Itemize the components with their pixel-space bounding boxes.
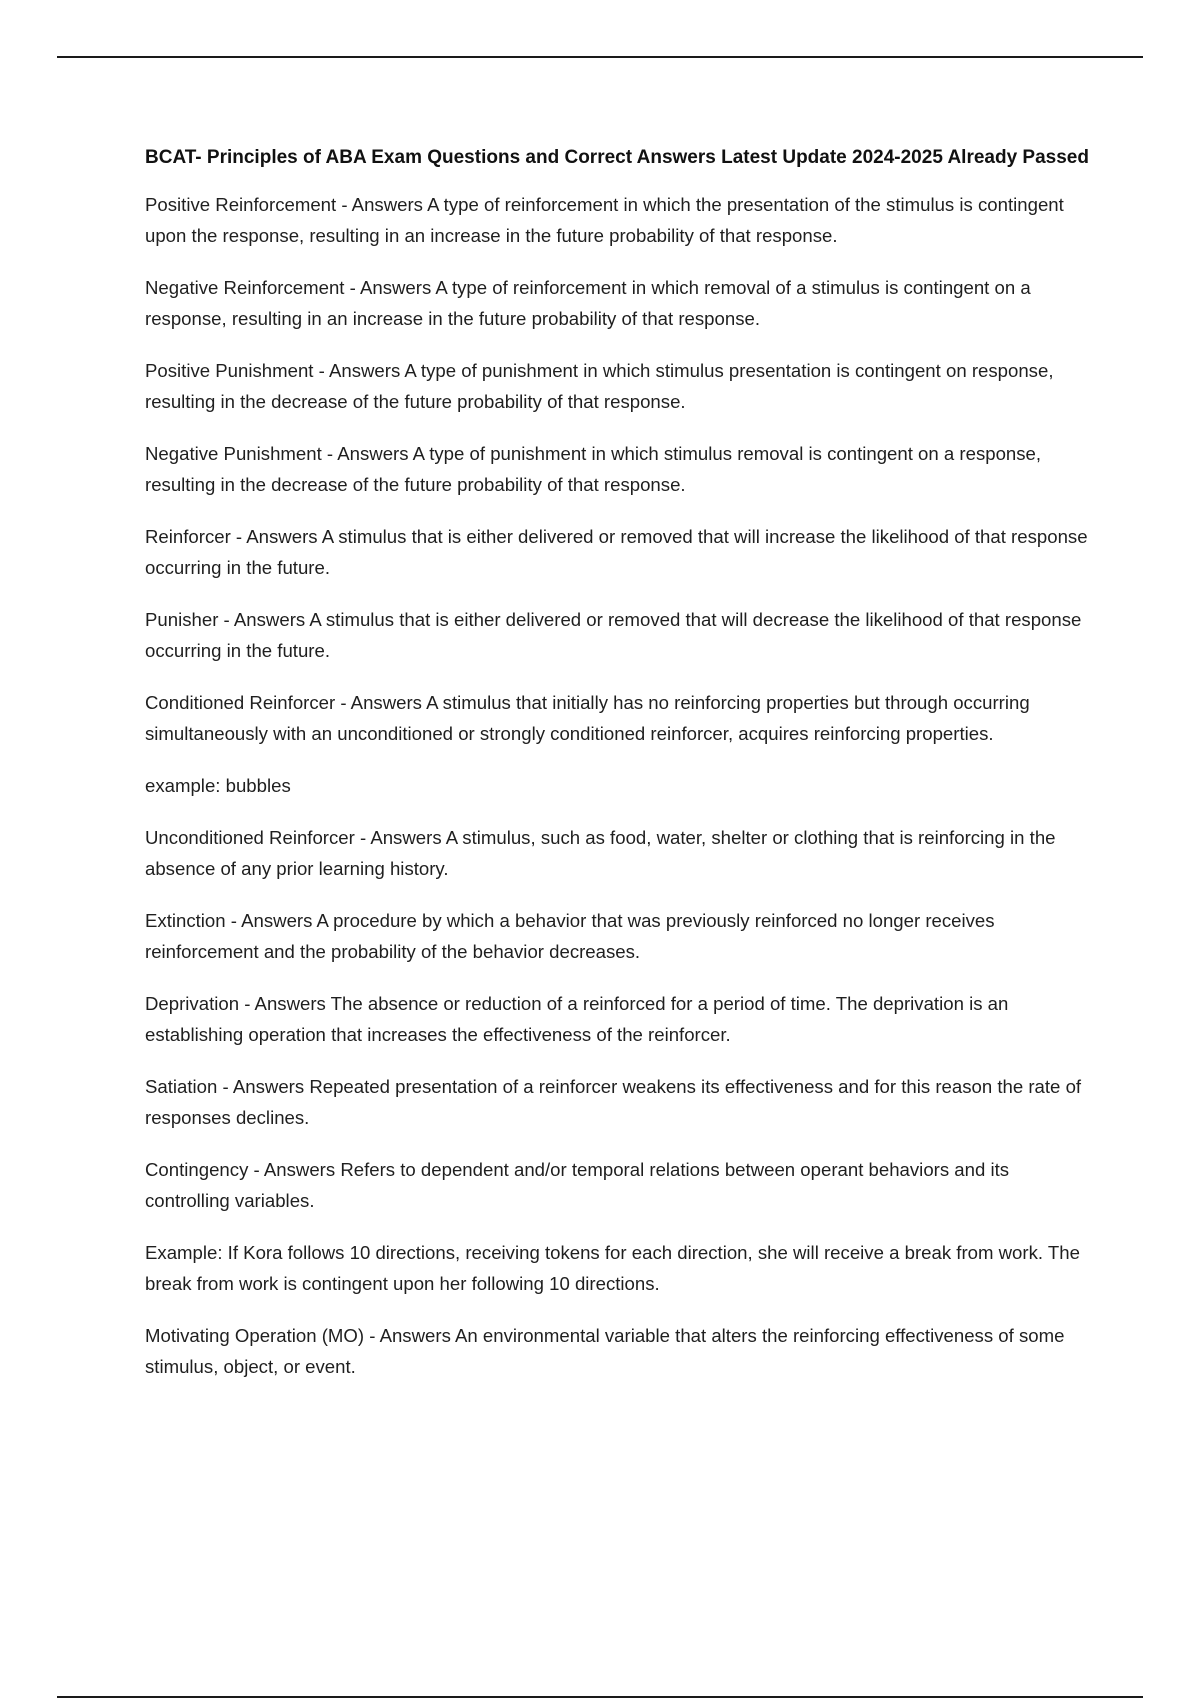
paragraph-satiation: Satiation - Answers Repeated presentation of a reinforcer weakens its effectiveness and for this reason the rate of responses declines.: [145, 1076, 1082, 1128]
footer-rule: [57, 1696, 1143, 1698]
document-title: BCAT- Principles of ABA Exam Questions and Correct Answers Latest Update 2024-2025 Already Passed: [145, 147, 1089, 168]
paragraph-punisher: Punisher - Answers A stimulus that is either delivered or removed that will decrease the likelihood of that response occurring in the future.: [145, 609, 1082, 661]
paragraph-reinforcer: Reinforcer - Answers A stimulus that is either delivered or removed that will increase the likelihood of that response occurring in the future.: [145, 526, 1088, 578]
paragraph-unconditioned-reinforcer: Unconditioned Reinforcer - Answers A stimulus, such as food, water, shelter or clothing that is reinforcing in the absence of any prior learning history.: [145, 827, 1056, 879]
paragraph-contingency-example: Example: If Kora follows 10 directions, receiving tokens for each direction, she will receive a break from work. The break from work is contingent upon her following 10 directions.: [145, 1242, 1080, 1294]
paragraph-negative-punishment: Negative Punishment - Answers A type of punishment in which stimulus removal is contingent on a response, resulting in the decrease of the future probability of that response.: [145, 443, 1042, 495]
paragraph-motivating-operation: Motivating Operation (MO) - Answers An environmental variable that alters the reinforcing effectiveness of some stimulus, object, or event.: [145, 1325, 1065, 1377]
paragraph-example-bubbles: example: bubbles: [145, 775, 291, 796]
document-body: [145, 142, 1095, 1403]
paragraph-extinction: Extinction - Answers A procedure by which a behavior that was previously reinforced no longer receives reinforcement and the probability of the behavior decreases.: [145, 910, 995, 962]
paragraph-positive-punishment: Positive Punishment - Answers A type of punishment in which stimulus presentation is contingent on response, resulting in the decrease of the future probability of that response.: [145, 360, 1054, 412]
paragraph-negative-reinforcement: Negative Reinforcement - Answers A type of reinforcement in which removal of a stimulus is contingent on a response, resulting in an increase in the future probability of that response.: [145, 277, 1031, 329]
paragraph-positive-reinforcement: Positive Reinforcement - Answers A type of reinforcement in which the presentation of the stimulus is contingent upon the response, resulting in an increase in the future probability of that response.: [145, 194, 1064, 246]
paragraph-contingency: Contingency - Answers Refers to dependent and/or temporal relations between operant behaviors and its controlling variables.: [145, 1159, 1010, 1211]
paragraph-deprivation: Deprivation - Answers The absence or reduction of a reinforced for a period of time. The deprivation is an establishing operation that increases the effectiveness of the reinforcer.: [145, 993, 1009, 1045]
paragraph-conditioned-reinforcer: Conditioned Reinforcer - Answers A stimulus that initially has no reinforcing properties but through occurring simultaneously with an unconditioned or strongly conditioned reinforcer, acquires reinforcing properties.: [145, 692, 1030, 744]
header-rule: [57, 56, 1143, 58]
